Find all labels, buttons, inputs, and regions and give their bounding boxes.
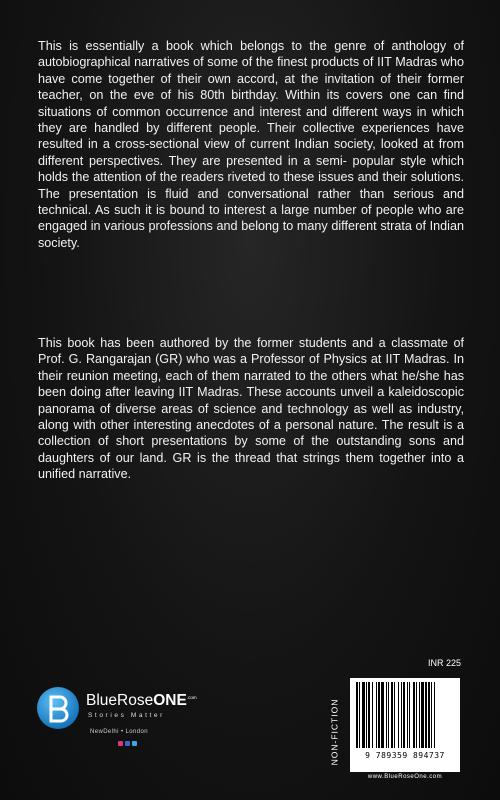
category-label: NON-FICTION: [329, 698, 339, 766]
social-icons: [118, 741, 137, 746]
price-label: INR 225: [428, 658, 462, 668]
facebook-icon: [125, 741, 130, 746]
isbn-number: 9 789359 894737: [365, 751, 445, 760]
publisher-tagline: Stories Matter: [88, 712, 165, 719]
description-paragraph-2: This book has been authored by the former students and a classmate of Prof. G. Rangarajan (GR) who was a Professor of Physics at IIT Madras. In their reunion meeting, each of them narrated to the others what he/she has been doing after leaving IIT Madras. These accounts unveil a kaleidoscopic panorama of diverse areas of science and technology as well as industry, along with other interesting anecdotes of a personal nature. The result is a collection of short presentations by some of the outstanding sons and daughters of our land. GR is the thread that strings them together into a unified narrative.: [38, 336, 464, 482]
instagram-icon: [118, 741, 123, 746]
publisher-name: BlueRoseONE$^{.com}$: [86, 692, 197, 709]
description-paragraph-1: This is essentially a book which belongs to the genre of anthology of autobiographical narratives of some of the finest products of IIT Madras who have come together of their own accord, at the invitation of their former teacher, on the eve of his 80th birthday. Within its covers one can find situations of common occurrence and interest and different ways in which they are handled by different people. Their collective experiences have resulted in a cross-sectional view of current Indian society, looked at from different perspectives. They are presented in a semi- popular style which holds the attention of the readers riveted to these issues and their solutions. The presentation is fluid and conversational rather than serious and technical. As such it is bound to interest a large number of people who are engaged in various professions and belong to many different strata of Indian society.: [38, 39, 464, 250]
b-circle-logo-icon: [36, 686, 80, 730]
publisher-locations: NewDelhi • London: [90, 729, 148, 735]
barcode-bars: [354, 682, 456, 750]
isbn-barcode: [350, 678, 460, 772]
twitter-icon: [132, 741, 137, 746]
publisher-website: www.BlueRoseOne.com: [367, 774, 443, 780]
publisher-logo: [36, 682, 236, 762]
